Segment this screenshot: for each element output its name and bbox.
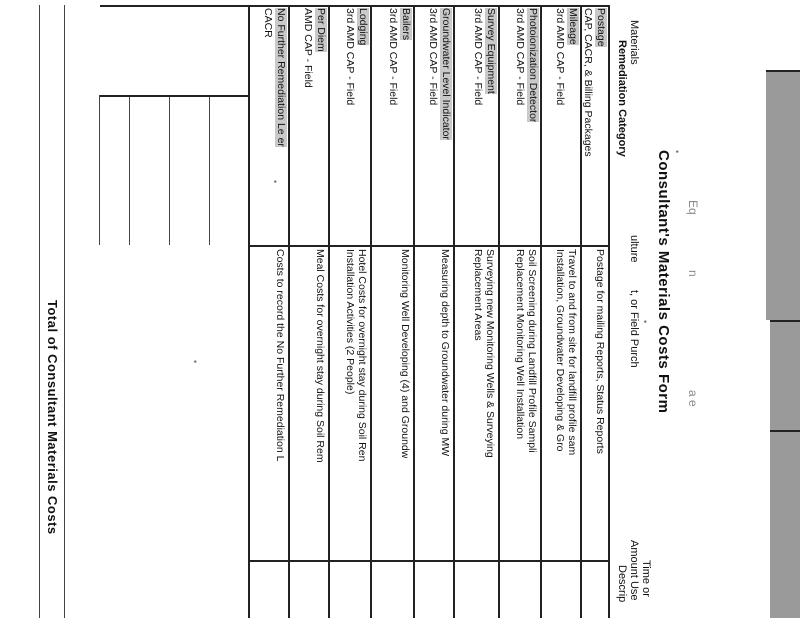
row-material: Bailers [400, 8, 412, 41]
row-material: Mileage [567, 8, 579, 45]
row-description: Travel to and from site for landfill profile sam [566, 249, 578, 456]
row-description: Measuring depth to Groundwater during MW [439, 249, 451, 457]
row-material: Groundwater Level Indicator [440, 8, 452, 140]
header-cell-label-1: Eq [686, 200, 700, 215]
row-rule [370, 5, 372, 618]
blank-row-rule [129, 95, 130, 245]
blank-row-rule [209, 95, 210, 245]
row-description: Costs to record the No Further Remediation L [274, 249, 286, 462]
row-material: Postage [595, 8, 607, 47]
row-rule [453, 5, 455, 618]
row-description-line2: Installation, Groundwater Developing & Gro [554, 249, 566, 452]
col-category-header: Remediation Category [616, 40, 628, 157]
header-band [770, 70, 800, 618]
row-rule [328, 5, 330, 618]
total-rule-bottom [39, 5, 40, 618]
blank-row-rule [169, 95, 170, 245]
row-material: No Further Remediation Le er [275, 8, 287, 147]
row-description: Surveying new Monitoring Wells & Surveying [484, 249, 496, 458]
row-category: 3rd AMD CAP - Field [514, 8, 526, 106]
row-rule [498, 5, 500, 618]
row-rule [540, 5, 542, 618]
col-purchase-header-2: t, or Field Purch [628, 290, 640, 368]
row-rule [608, 5, 610, 618]
total-label: Total of Consultant Materials Costs [45, 300, 60, 535]
col-time-header-3: Descrip [616, 565, 628, 603]
col-time-header-2: Amount Use [628, 540, 640, 601]
header-cell-label-2: n [686, 270, 700, 277]
row-category: 3rd AMD CAP - Field [554, 8, 566, 106]
row-category: CAP, CACR, & Billing Packages [582, 8, 594, 157]
row-description: Meal Costs for overnight stay during Soil Rem [314, 249, 326, 463]
blank-row-rule [99, 95, 100, 245]
row-material: Survey Equipment [485, 8, 497, 94]
row-description: Monitoring Well Developing (4) and Groundw [399, 249, 411, 459]
row-category: CACR [262, 8, 274, 38]
row-rule [288, 5, 290, 618]
row-rule [580, 5, 582, 618]
row-description-line2: Replacement Areas [472, 249, 484, 341]
row-description: Soil Screening during Landfill Profile Sampli [526, 249, 538, 453]
row-category: 3rd AMD CAP - Field [427, 8, 439, 106]
row-description-line2: Replacement Monitoring Well Installation [514, 249, 526, 440]
row-description: Hotel Costs for overnight stay during Soil Ren [356, 249, 368, 462]
column-rule-3 [250, 560, 610, 562]
col-purchase-header-1: ulture [628, 235, 640, 263]
row-description: Postage for mailing Reports, Status Reports [594, 249, 606, 454]
rotated-form: Eq n a e Consultant's Materials Costs Form Materials Remediation Category ulture t, or Field Purch Time or Amount Use Descrip Total of Consultant Materials Costs • • • • Postage CAP, CACR, & Billing Packages Postage for mailing Reports, Status Reports Mileage 3rd AMD CAP - Field Travel to and from site for landfill profile sam Installation, Groundwater Developing & Gro Photoionization Detector 3rd AMD CAP - Field Soil Screening during Landfill Profile Sampli Replacement Monitoring Well Installation Survey Equipment 3rd AMD CAP - Field Surveying new Monitoring Wells & Surveying Replacement Areas Groundwater Level Indicator 3rd AMD CAP - Field Measuring depth to Groundwater during MW Bailers 3rd AMD CAP - Field Monitoring Well Developing (4) and Groundw Lodging 3rd AMD CAP - Field Hotel Costs for overnight stay during Soil Ren Installation Activities (2 People) Per Diem AMD CAP - Field Meal Costs for overnight stay during Soil Rem No Further Remediation Le er CACR Costs to record the No Further Remediation L [0, 0, 800, 618]
row-category: 3rd AMD CAP - Field [472, 8, 484, 106]
row-material: Lodging [357, 8, 369, 46]
col-time-header-1: Time or [640, 560, 652, 597]
row-material: Per Diem [315, 8, 327, 52]
blank-column-rule [100, 95, 250, 97]
row-category: 3rd AMD CAP - Field [387, 8, 399, 106]
row-category: 3rd AMD CAP - Field [344, 8, 356, 106]
row-category: AMD CAP - Field [302, 8, 314, 88]
column-rule-2 [250, 245, 610, 247]
column-rule-1 [100, 5, 610, 7]
row-rule [413, 5, 415, 618]
form-title: Consultant's Materials Costs Form [655, 150, 672, 414]
col-materials-header: Materials [628, 20, 640, 65]
row-material: Photoionization Detector [527, 8, 539, 123]
total-rule-top [64, 5, 65, 618]
header-cell-label-3: a e [686, 390, 700, 407]
header-cell-1 [766, 70, 770, 320]
row-description-line2: Installation Activities (2 People) [344, 249, 356, 395]
